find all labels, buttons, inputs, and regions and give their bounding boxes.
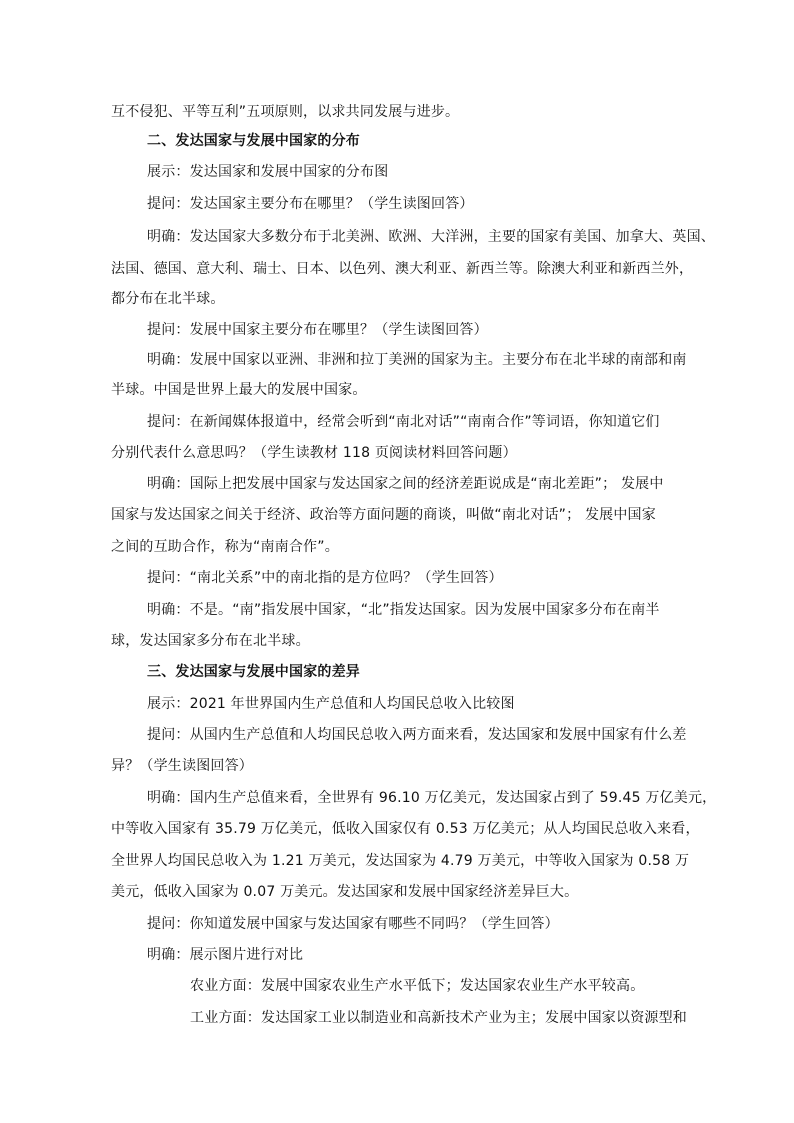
text-line: 提问：发展中国家主要分布在哪里？（学生读图回答） [147, 322, 488, 338]
text-line: 半球。中国是世界上最大的发展中国家。 [111, 382, 367, 398]
section-heading: 二、发达国家与发展中国家的分布 [147, 133, 360, 149]
text-line: 提问：发达国家主要分布在哪里？（学生读图回答） [147, 196, 474, 212]
text-line: 明确：发达国家大多数分布于北美洲、欧洲、大洋洲，主要的国家有美国、加拿大、英国、 [147, 229, 715, 245]
text-line: 明确：国内生产总值来看，全世界有 96.10 万亿美元，发达国家占到了 59.45 万亿美元， [147, 790, 717, 806]
text-line: 农业方面：发展中国家农业生产水平低下；发达国家农业生产水平较高。 [190, 978, 645, 994]
text-line: 提问：“南北关系”中的南北指的是方位吗？（学生回答） [147, 570, 503, 586]
text-line: 国家与发达国家之间关于经济、政治等方面问题的商谈，叫做“南北对话”； 发展中国家 [111, 507, 656, 523]
text-line: 分别代表什么意思吗？（学生读教材 118 页阅读材料回答问题） [111, 445, 517, 461]
text-line: 提问：你知道发展中国家与发达国家有哪些不同吗？（学生回答） [147, 916, 559, 932]
text-line: 展示：发达国家和发展中国家的分布图 [147, 164, 389, 180]
text-line: 美元，低收入国家为 0.07 万美元。发达国家和发展中国家经济差异巨大。 [111, 884, 579, 900]
text-line: 互不侵犯、平等互利”五项原则，以求共同发展与进步。 [111, 104, 460, 120]
text-line: 明确：不是。“南”指发展中国家，“北”指发达国家。因为发展中国家多分布在南半 [147, 602, 660, 618]
text-line: 明确：国际上把发展中国家与发达国家之间的经济差距说成是“南北差距”； 发展中 [147, 476, 664, 492]
section-heading: 三、发达国家与发展中国家的差异 [147, 664, 360, 680]
text-line: 展示：2021 年世界国内生产总值和人均国民总收入比较图 [147, 696, 515, 712]
text-line: 明确：发展中国家以亚洲、非洲和拉丁美洲的国家为主。主要分布在北半球的南部和南 [147, 352, 687, 368]
text-line: 提问：在新闻媒体报道中，经常会听到“南北对话”“南南合作”等词语，你知道它们 [147, 414, 660, 430]
text-line: 异？（学生读图回答） [111, 758, 253, 774]
text-line: 提问：从国内生产总值和人均国民总收入两方面来看，发达国家和发展中国家有什么差 [147, 727, 687, 743]
text-line: 明确：展示图片进行对比 [147, 947, 304, 963]
text-line: 工业方面：发达国家工业以制造业和高新技术产业为主；发展中国家以资源型和 [190, 1010, 687, 1026]
text-line: 都分布在北半球。 [111, 291, 225, 307]
text-line: 中等收入国家有 35.79 万亿美元，低收入国家仅有 0.53 万亿美元；从人均国民总收入来看， [111, 821, 700, 837]
text-line: 全世界人均国民总收入为 1.21 万美元，发达国家为 4.79 万美元，中等收入国家为 0.58 万 [111, 853, 690, 869]
text-line: 之间的互助合作，称为“南南合作”。 [111, 539, 339, 555]
text-line: 球，发达国家多分布在北半球。 [111, 633, 310, 649]
text-line: 法国、德国、意大利、瑞士、日本、以色列、澳大利亚、新西兰等。除澳大利亚和新西兰外， [111, 261, 694, 277]
